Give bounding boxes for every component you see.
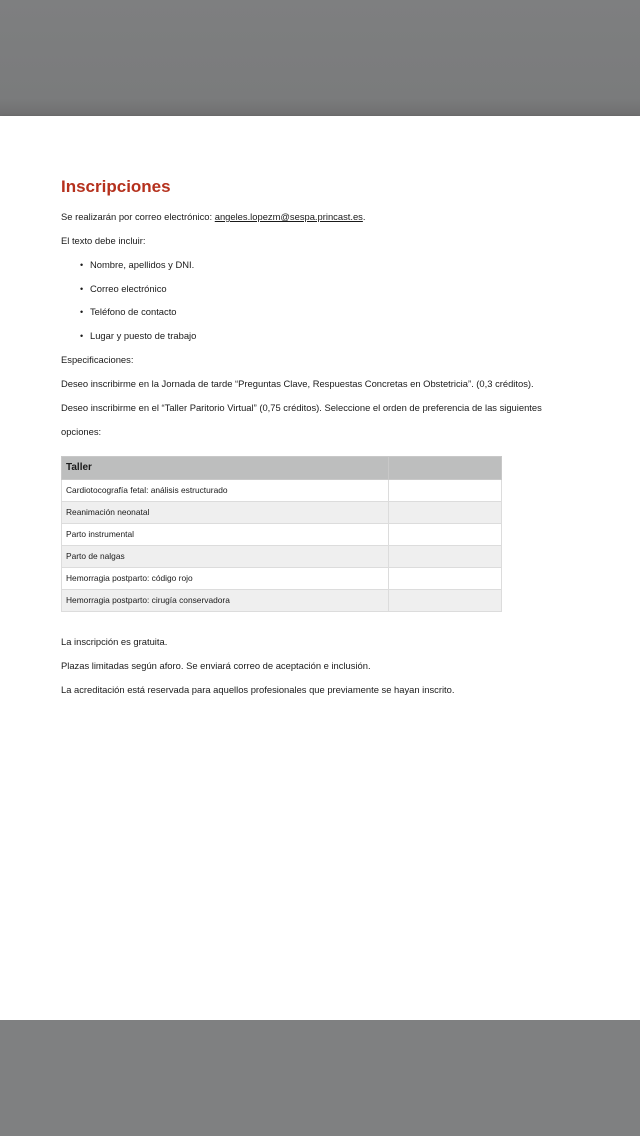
list-item-text: Teléfono de contacto bbox=[90, 306, 177, 317]
workshop-name: Hemorragia postparto: código rojo bbox=[62, 567, 389, 589]
list-item-text: Lugar y puesto de trabajo bbox=[90, 329, 197, 341]
preference-cell[interactable] bbox=[389, 501, 502, 523]
bullet-icon: • bbox=[80, 307, 84, 317]
document-content bbox=[61, 176, 581, 708]
list-item bbox=[61, 259, 581, 271]
preference-cell[interactable] bbox=[389, 567, 502, 589]
bottom-margin-area bbox=[0, 1020, 640, 1136]
intro-paragraph bbox=[61, 211, 581, 223]
must-include-label: El texto debe incluir: bbox=[61, 235, 146, 246]
workshop-name: Reanimación neonatal bbox=[62, 501, 389, 523]
jornada-paragraph: Deseo inscribirme en la Jornada de tarde “Preguntas Clave, Respuestas Concretas en Obstetricia”. (0,3 créditos). bbox=[61, 377, 534, 389]
table-row bbox=[62, 523, 502, 545]
table-row bbox=[62, 479, 502, 501]
places-text: Plazas limitadas según aforo. Se enviará correo de aceptación e inclusión. bbox=[61, 659, 371, 671]
table-header-row bbox=[62, 456, 502, 479]
table-header-preference bbox=[389, 456, 502, 479]
specifications-label: Especificaciones: bbox=[61, 353, 134, 365]
intro-end: . bbox=[362, 211, 366, 222]
intro-text: Se realizarán por correo electrónico: bbox=[61, 211, 215, 222]
email-link[interactable]: angeles.lopezm@sespa.princast.es bbox=[214, 211, 363, 222]
workshop-name: Cardiotocografía fetal: análisis estructurado bbox=[62, 479, 389, 501]
workshop-name: Hemorragia postparto: cirugía conservadora bbox=[62, 589, 389, 611]
taller-paragraph-line1: Deseo inscribirme en el “Taller Paritorio Virtual” (0,75 créditos). Seleccione el orden de preferencia de las siguientes bbox=[61, 401, 542, 413]
free-text: La inscripción es gratuita. bbox=[61, 635, 168, 647]
required-info-list bbox=[61, 259, 581, 342]
list-item-text: Nombre, apellidos y DNI. bbox=[90, 259, 195, 270]
workshop-name: Parto instrumental bbox=[62, 523, 389, 545]
list-item bbox=[61, 306, 581, 318]
list-item bbox=[61, 330, 581, 342]
table-row bbox=[62, 567, 502, 589]
bullet-icon: • bbox=[80, 330, 84, 341]
list-item bbox=[61, 283, 581, 295]
list-item-text: Correo electrónico bbox=[90, 282, 167, 294]
top-margin-area bbox=[0, 0, 640, 116]
workshop-name: Parto de nalgas bbox=[62, 545, 389, 567]
table-row bbox=[62, 589, 502, 611]
table-row bbox=[62, 545, 502, 567]
document-page[interactable] bbox=[0, 116, 640, 1020]
section-title: Inscripciones bbox=[61, 177, 171, 196]
preference-cell[interactable] bbox=[389, 479, 502, 501]
preference-cell[interactable] bbox=[389, 545, 502, 567]
workshop-table bbox=[61, 456, 502, 612]
preference-cell[interactable] bbox=[389, 523, 502, 545]
table-header-taller: Taller bbox=[62, 456, 389, 479]
taller-paragraph-line2: opciones: bbox=[61, 425, 102, 437]
accreditation-text: La acreditación está reservada para aquellos profesionales que previamente se hayan inscrito. bbox=[61, 683, 455, 695]
table-row bbox=[62, 501, 502, 523]
bullet-icon: • bbox=[80, 260, 84, 270]
preference-cell[interactable] bbox=[389, 589, 502, 611]
bullet-icon: • bbox=[80, 283, 84, 294]
